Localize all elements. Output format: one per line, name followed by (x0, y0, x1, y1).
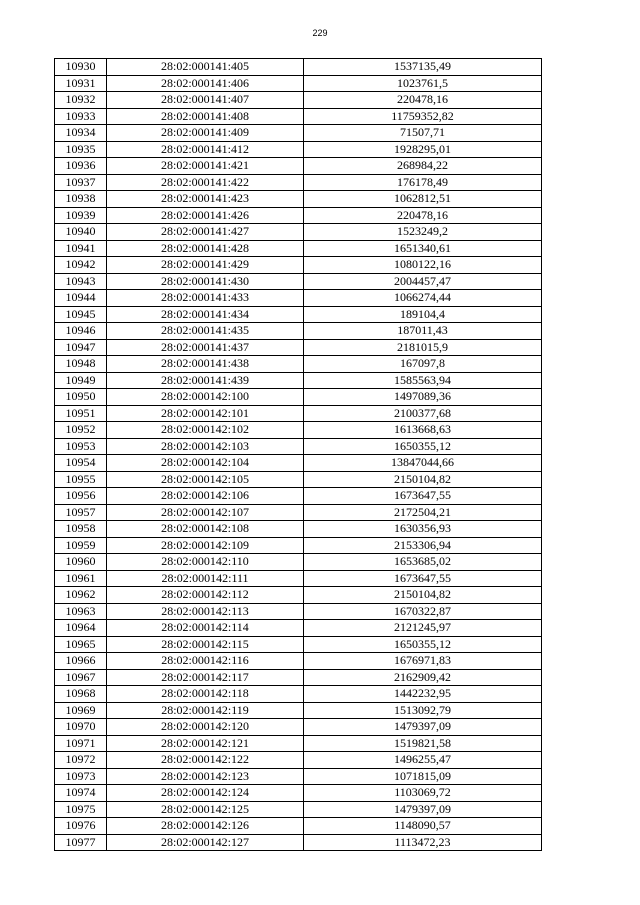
value-cell: 1148090,57 (304, 818, 542, 835)
row-number-cell: 10977 (55, 834, 107, 851)
row-number-cell: 10976 (55, 818, 107, 835)
cadastral-number-cell: 28:02:000142:106 (107, 488, 304, 505)
table-row (55, 224, 542, 241)
cadastral-number-cell: 28:02:000142:103 (107, 438, 304, 455)
row-number-cell: 10938 (55, 191, 107, 208)
cadastral-number-cell: 28:02:000142:112 (107, 587, 304, 604)
table-row (55, 158, 542, 175)
row-number-cell: 10932 (55, 92, 107, 109)
value-cell: 1651340,61 (304, 240, 542, 257)
cadastral-number-cell: 28:02:000142:114 (107, 620, 304, 637)
row-number-cell: 10963 (55, 603, 107, 620)
value-cell: 1653685,02 (304, 554, 542, 571)
table-row (55, 356, 542, 373)
row-number-cell: 10930 (55, 59, 107, 76)
cadastral-number-cell: 28:02:000142:115 (107, 636, 304, 653)
table-row (55, 785, 542, 802)
table-row (55, 306, 542, 323)
table-row (55, 521, 542, 538)
value-cell: 1113472,23 (304, 834, 542, 851)
table-row (55, 801, 542, 818)
row-number-cell: 10961 (55, 570, 107, 587)
row-number-cell: 10953 (55, 438, 107, 455)
row-number-cell: 10935 (55, 141, 107, 158)
row-number-cell: 10947 (55, 339, 107, 356)
row-number-cell: 10973 (55, 768, 107, 785)
table-row (55, 191, 542, 208)
row-number-cell: 10936 (55, 158, 107, 175)
value-cell: 1676971,83 (304, 653, 542, 670)
cadastral-number-cell: 28:02:000142:116 (107, 653, 304, 670)
cadastral-number-cell: 28:02:000142:113 (107, 603, 304, 620)
value-cell: 2150104,82 (304, 471, 542, 488)
row-number-cell: 10952 (55, 422, 107, 439)
value-cell: 2172504,21 (304, 504, 542, 521)
value-cell: 176178,49 (304, 174, 542, 191)
cadastral-number-cell: 28:02:000141:434 (107, 306, 304, 323)
value-cell: 1062812,51 (304, 191, 542, 208)
table-body (55, 59, 542, 851)
value-cell: 1650355,12 (304, 438, 542, 455)
row-number-cell: 10951 (55, 405, 107, 422)
value-cell: 2100377,68 (304, 405, 542, 422)
row-number-cell: 10957 (55, 504, 107, 521)
table-row (55, 587, 542, 604)
cadastral-number-cell: 28:02:000141:412 (107, 141, 304, 158)
value-cell: 1066274,44 (304, 290, 542, 307)
value-cell: 1670322,87 (304, 603, 542, 620)
table-row (55, 719, 542, 736)
table-row (55, 702, 542, 719)
cadastral-value-table (54, 58, 542, 851)
value-cell: 11759352,82 (304, 108, 542, 125)
table-row (55, 504, 542, 521)
value-cell: 1650355,12 (304, 636, 542, 653)
row-number-cell: 10975 (55, 801, 107, 818)
value-cell: 71507,71 (304, 125, 542, 142)
value-cell: 2121245,97 (304, 620, 542, 637)
table-row (55, 554, 542, 571)
table-row (55, 438, 542, 455)
table-row (55, 59, 542, 76)
table-row (55, 290, 542, 307)
cadastral-number-cell: 28:02:000142:127 (107, 834, 304, 851)
cadastral-number-cell: 28:02:000141:408 (107, 108, 304, 125)
table-row (55, 818, 542, 835)
value-cell: 220478,16 (304, 207, 542, 224)
cadastral-number-cell: 28:02:000142:119 (107, 702, 304, 719)
row-number-cell: 10941 (55, 240, 107, 257)
value-cell: 1023761,5 (304, 75, 542, 92)
table-row (55, 669, 542, 686)
table-row (55, 455, 542, 472)
value-cell: 1613668,63 (304, 422, 542, 439)
value-cell: 1585563,94 (304, 372, 542, 389)
row-number-cell: 10960 (55, 554, 107, 571)
value-cell: 1496255,47 (304, 752, 542, 769)
table-row (55, 405, 542, 422)
table-row (55, 92, 542, 109)
cadastral-number-cell: 28:02:000141:421 (107, 158, 304, 175)
row-number-cell: 10959 (55, 537, 107, 554)
cadastral-number-cell: 28:02:000141:439 (107, 372, 304, 389)
value-cell: 1673647,55 (304, 488, 542, 505)
cadastral-number-cell: 28:02:000141:430 (107, 273, 304, 290)
table-row (55, 735, 542, 752)
value-cell: 187011,43 (304, 323, 542, 340)
row-number-cell: 10931 (55, 75, 107, 92)
table-row (55, 207, 542, 224)
value-cell: 1513092,79 (304, 702, 542, 719)
row-number-cell: 10954 (55, 455, 107, 472)
value-cell: 1519821,58 (304, 735, 542, 752)
table-row (55, 422, 542, 439)
row-number-cell: 10972 (55, 752, 107, 769)
cadastral-number-cell: 28:02:000142:117 (107, 669, 304, 686)
table-row (55, 653, 542, 670)
table-row (55, 75, 542, 92)
cadastral-number-cell: 28:02:000142:122 (107, 752, 304, 769)
row-number-cell: 10966 (55, 653, 107, 670)
row-number-cell: 10946 (55, 323, 107, 340)
row-number-cell: 10962 (55, 587, 107, 604)
value-cell: 1673647,55 (304, 570, 542, 587)
page-number: 229 (312, 28, 328, 38)
cadastral-number-cell: 28:02:000142:107 (107, 504, 304, 521)
value-cell: 1071815,09 (304, 768, 542, 785)
table-row (55, 389, 542, 406)
value-cell: 1479397,09 (304, 801, 542, 818)
table-row (55, 752, 542, 769)
cadastral-number-cell: 28:02:000141:405 (107, 59, 304, 76)
value-cell: 1523249,2 (304, 224, 542, 241)
cadastral-number-cell: 28:02:000142:111 (107, 570, 304, 587)
cadastral-number-cell: 28:02:000141:437 (107, 339, 304, 356)
row-number-cell: 10967 (55, 669, 107, 686)
table-row (55, 323, 542, 340)
row-number-cell: 10965 (55, 636, 107, 653)
value-cell: 1537135,49 (304, 59, 542, 76)
row-number-cell: 10934 (55, 125, 107, 142)
table-row (55, 125, 542, 142)
value-cell: 268984,22 (304, 158, 542, 175)
cadastral-number-cell: 28:02:000142:121 (107, 735, 304, 752)
cadastral-number-cell: 28:02:000141:423 (107, 191, 304, 208)
row-number-cell: 10943 (55, 273, 107, 290)
cadastral-number-cell: 28:02:000142:109 (107, 537, 304, 554)
row-number-cell: 10964 (55, 620, 107, 637)
row-number-cell: 10970 (55, 719, 107, 736)
cadastral-number-cell: 28:02:000142:118 (107, 686, 304, 703)
cadastral-number-cell: 28:02:000142:123 (107, 768, 304, 785)
value-cell: 1928295,01 (304, 141, 542, 158)
cadastral-number-cell: 28:02:000142:120 (107, 719, 304, 736)
row-number-cell: 10948 (55, 356, 107, 373)
row-number-cell: 10937 (55, 174, 107, 191)
row-number-cell: 10971 (55, 735, 107, 752)
cadastral-number-cell: 28:02:000141:409 (107, 125, 304, 142)
cadastral-number-cell: 28:02:000141:407 (107, 92, 304, 109)
table-row (55, 273, 542, 290)
row-number-cell: 10939 (55, 207, 107, 224)
cadastral-number-cell: 28:02:000142:110 (107, 554, 304, 571)
table-row (55, 768, 542, 785)
value-cell: 167097,8 (304, 356, 542, 373)
cadastral-number-cell: 28:02:000142:102 (107, 422, 304, 439)
row-number-cell: 10974 (55, 785, 107, 802)
table-row (55, 570, 542, 587)
table-row (55, 372, 542, 389)
table-row (55, 141, 542, 158)
value-cell: 2153306,94 (304, 537, 542, 554)
table-row (55, 108, 542, 125)
value-cell: 1080122,16 (304, 257, 542, 274)
cadastral-number-cell: 28:02:000142:125 (107, 801, 304, 818)
cadastral-number-cell: 28:02:000142:124 (107, 785, 304, 802)
value-cell: 13847044,66 (304, 455, 542, 472)
table-row (55, 834, 542, 851)
table-row (55, 603, 542, 620)
table-row (55, 620, 542, 637)
cadastral-number-cell: 28:02:000142:108 (107, 521, 304, 538)
row-number-cell: 10950 (55, 389, 107, 406)
cadastral-number-cell: 28:02:000141:428 (107, 240, 304, 257)
value-cell: 220478,16 (304, 92, 542, 109)
row-number-cell: 10968 (55, 686, 107, 703)
row-number-cell: 10944 (55, 290, 107, 307)
cadastral-number-cell: 28:02:000142:105 (107, 471, 304, 488)
row-number-cell: 10942 (55, 257, 107, 274)
cadastral-number-cell: 28:02:000141:406 (107, 75, 304, 92)
row-number-cell: 10956 (55, 488, 107, 505)
row-number-cell: 10969 (55, 702, 107, 719)
table-row (55, 339, 542, 356)
value-cell: 1479397,09 (304, 719, 542, 736)
cadastral-number-cell: 28:02:000142:101 (107, 405, 304, 422)
table-row (55, 471, 542, 488)
value-cell: 2181015,9 (304, 339, 542, 356)
value-cell: 189104,4 (304, 306, 542, 323)
row-number-cell: 10949 (55, 372, 107, 389)
cadastral-number-cell: 28:02:000141:427 (107, 224, 304, 241)
value-cell: 1442232,95 (304, 686, 542, 703)
row-number-cell: 10958 (55, 521, 107, 538)
table-row (55, 174, 542, 191)
cadastral-number-cell: 28:02:000141:433 (107, 290, 304, 307)
cadastral-number-cell: 28:02:000142:126 (107, 818, 304, 835)
cadastral-number-cell: 28:02:000142:104 (107, 455, 304, 472)
row-number-cell: 10955 (55, 471, 107, 488)
row-number-cell: 10933 (55, 108, 107, 125)
value-cell: 1497089,36 (304, 389, 542, 406)
cadastral-number-cell: 28:02:000141:429 (107, 257, 304, 274)
cadastral-number-cell: 28:02:000141:435 (107, 323, 304, 340)
value-cell: 2150104,82 (304, 587, 542, 604)
table-row (55, 257, 542, 274)
table-row (55, 686, 542, 703)
row-number-cell: 10940 (55, 224, 107, 241)
value-cell: 1630356,93 (304, 521, 542, 538)
table-row (55, 537, 542, 554)
table-row (55, 636, 542, 653)
table-row (55, 488, 542, 505)
cadastral-number-cell: 28:02:000141:426 (107, 207, 304, 224)
cadastral-number-cell: 28:02:000141:422 (107, 174, 304, 191)
cadastral-number-cell: 28:02:000141:438 (107, 356, 304, 373)
row-number-cell: 10945 (55, 306, 107, 323)
value-cell: 1103069,72 (304, 785, 542, 802)
table-row (55, 240, 542, 257)
cadastral-number-cell: 28:02:000142:100 (107, 389, 304, 406)
value-cell: 2004457,47 (304, 273, 542, 290)
value-cell: 2162909,42 (304, 669, 542, 686)
